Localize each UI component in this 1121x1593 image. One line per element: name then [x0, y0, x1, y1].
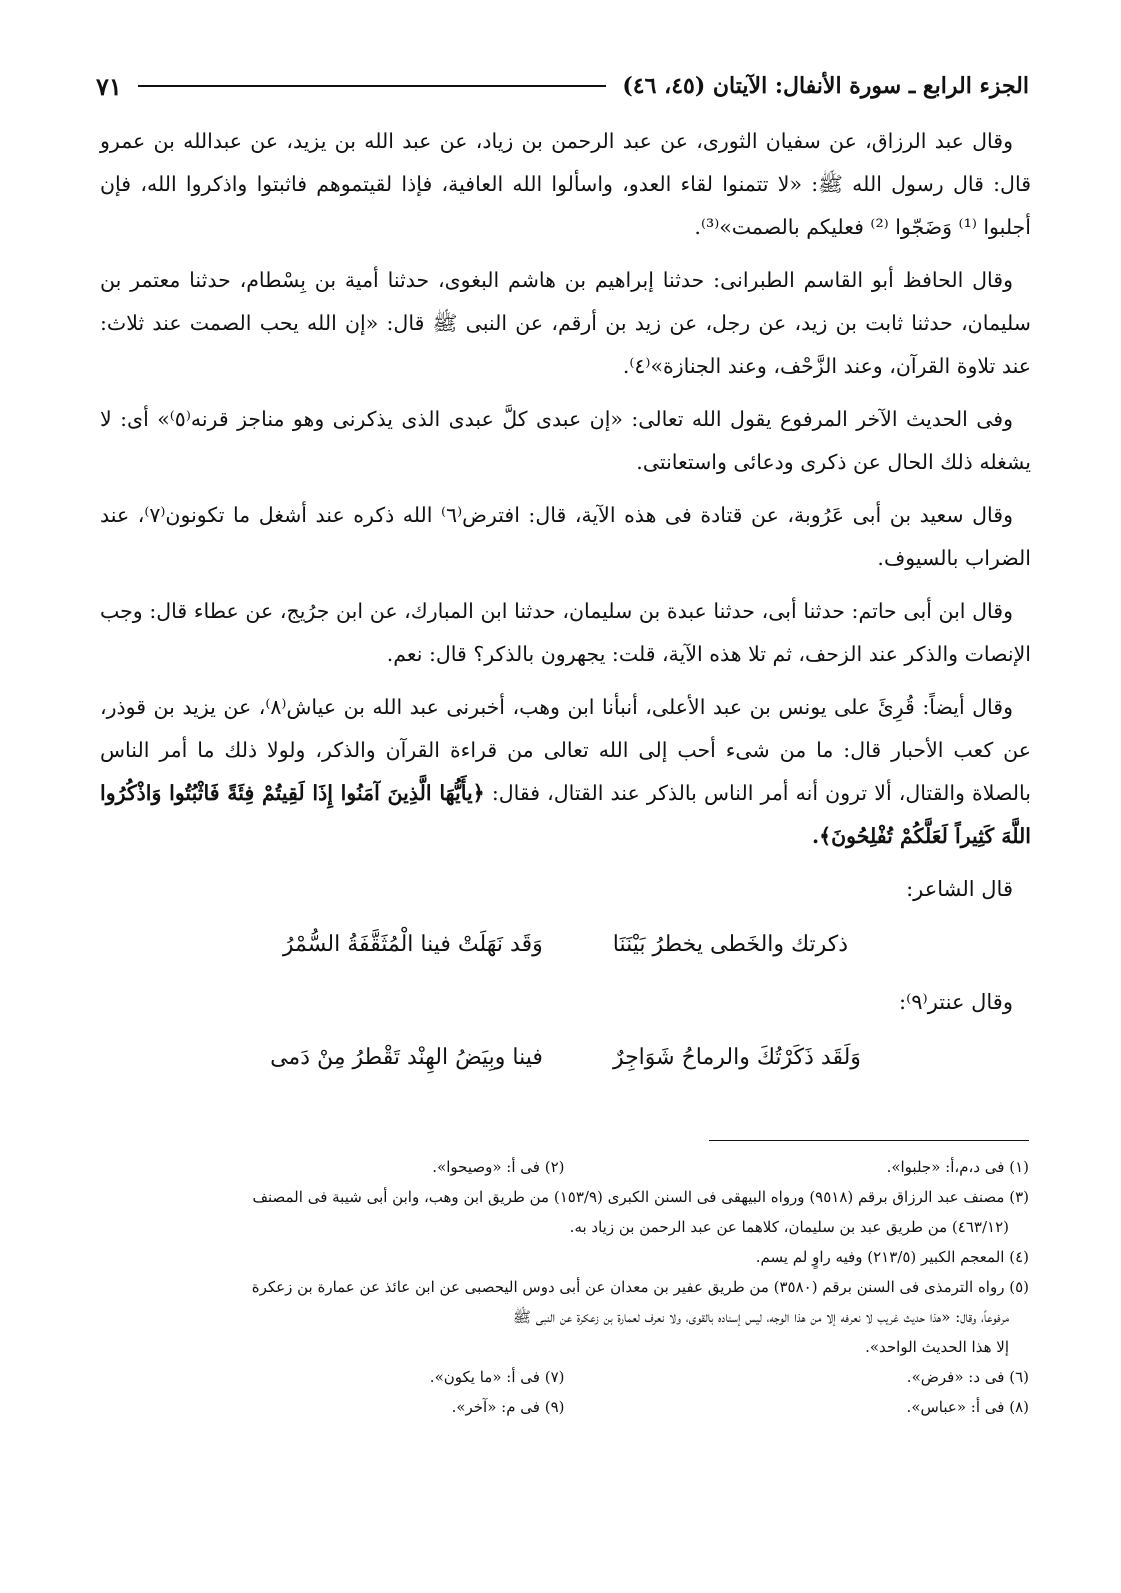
running-title: الجزء الرابع ـ سورة الأنفال: الآيتان (٤٥، ٤٦) — [622, 73, 1029, 99]
footnote-7: (٧) فى أ: «ما يكون». — [429, 1368, 565, 1386]
paragraph-4: وقال سعيد بن أبى عَرُوبة، عن قتادة فى هذه الآية، قال: افترض⁽٦⁾ الله ذكره عند أشغل ما تكونون⁽٧⁾، عند الضراب بالسيوف. — [100, 503, 1031, 570]
footnote-3-cont: (٤٦٣/١٢) من طريق عبد بن سليمان، كلاهما عن عبد الرحمن بن زياد به. — [569, 1218, 1009, 1236]
verse-1-hemistich-2: وَقَد نَهَلَتْ فينا الْمُثَقَّفَةُ السُّمْرُ — [282, 932, 543, 957]
footnotes — [100, 1152, 1029, 1422]
poet-label-2: وقال عنتر⁽٩⁾: — [899, 990, 1013, 1014]
footnote-3: (٣) مصنف عبد الرزاق برقم (٩٥١٨) ورواه البيهقى فى السنن الكبرى (١٥٣/٩) من طريق ابن وهب، وابن أبى شيبة فى المصنف — [252, 1188, 1029, 1206]
verse-2-hemistich-1: وَلَقَد ذَكَرْتُكَ والرماحُ شَوَاجِرٌ — [612, 1045, 861, 1070]
page-header — [96, 66, 1029, 106]
footnote-row — [100, 1392, 1029, 1422]
paragraph-1: وقال عبد الرزاق، عن سفيان الثورى، عن عبد الرحمن بن زياد، عن عبد الله بن يزيد، عن عبدالله بن عمرو قال: قال رسول الله ﷺ: «لا تتمنوا لقاء العدو، واسألوا الله العافية، فإذا لقيتموهم فاثبتوا واذكروا الله، فإن أجلبوا ⁽¹⁾ وَضَجّوا ⁽²⁾ فعليكم بالصمت»⁽³⁾. — [100, 129, 1031, 239]
poetry-verse-2 — [100, 1034, 1031, 1082]
footnote-5-cont: مرفوعاً، وقال: «هذا حديث غريب لا نعرفه إلا من هذا الوجه، ليس إسناده بالقوى، ولا نعرف لعمارة بن زعكرة عن النبى ﷺ — [512, 1308, 1009, 1326]
footnote-6: (٦) فى د: «فرض». — [906, 1368, 1029, 1386]
footnote-1: (١) فى د،م،أ: «جلبوا». — [886, 1158, 1029, 1176]
footnote-5-end: إلا هذا الحديث الواحد». — [865, 1338, 1009, 1356]
footnote-2: (٢) فى أ: «وصيحوا». — [432, 1158, 565, 1176]
footnote-rule — [709, 1140, 1029, 1141]
paragraph-6-text: وقال أيضاً: قُرِئَ على يونس بن عبد الأعلى، أنبأنا ابن وهب، أخبرنى عبد الله بن عياش⁽٨⁾، عن يزيد بن قوذر، عن كعب الأحبار قال: ما من شىء أحب إلى الله تعالى من قراءة القرآن والذكر، ولولا ذلك ما أمر الناس بالصلاة والقتال، ألا ترون أنه أمر الناس بالذكر عند القتال، فقال: — [100, 695, 1031, 805]
footnote-row — [100, 1362, 1029, 1392]
footnote-9: (٩) فى م: «آخر». — [451, 1398, 565, 1416]
header-rule — [138, 85, 607, 87]
paragraph-5: وقال ابن أبى حاتم: حدثنا أبى، حدثنا عبدة بن سليمان، حدثنا ابن المبارك، عن ابن جرُيج، عن عطاء قال: وجب الإنصات والذكر عند الزحف، ثم تلا هذه الآية، قلت: يجهرون بالذكر؟ قال: نعم. — [100, 599, 1031, 666]
poetry-verse-1 — [100, 921, 1031, 969]
paragraph-6 — [100, 686, 1031, 858]
paragraph-3: وفى الحديث الآخر المرفوع يقول الله تعالى: «إن عبدى كلَّ عبدى الذى يذكرنى وهو مناجز قرنه⁽٥⁾» أى: لا يشغله ذلك الحال عن ذكرى ودعائى واستعانتى. — [100, 407, 1031, 474]
footnote-4: (٤) المعجم الكبير (٢١٣/٥) وفيه راوٍ لم يسم. — [755, 1248, 1029, 1266]
footnote-8: (٨) فى أ: «عباس». — [906, 1398, 1029, 1416]
footnote-row — [100, 1152, 1029, 1182]
verse-1-hemistich-1: ذكرتك والخَطى يخطرُ بَيْنَنَا — [612, 932, 849, 957]
footnote-5: (٥) رواه الترمذى فى السنن برقم (٣٥٨٠) من طريق عفير بن معدان عن أبى دوس اليحصبى عن ابن عائذ عن عمارة بن زعكرة — [251, 1278, 1029, 1296]
verse-2-hemistich-2: فينا وبِيَضُ الهِنْد تَقْطرُ مِنْ دَمى — [270, 1045, 543, 1070]
main-text — [100, 120, 1031, 1094]
page-number: ٧١ — [96, 71, 122, 101]
paragraph-2: وقال الحافظ أبو القاسم الطبرانى: حدثنا إبراهيم بن هاشم البغوى، حدثنا أمية بن بِسْطام، حدثنا معتمر بن سليمان، حدثنا ثابت بن زيد، عن رجل، عن زيد بن أرقم، عن النبى ﷺ قال: «إن الله يحب الصمت عند ثلاث: عند تلاوة القرآن، وعند الزَّحْف، وعند الجنازة»⁽٤⁾. — [100, 268, 1031, 378]
poet-label-1: قال الشاعر: — [906, 877, 1013, 901]
quran-verse: ﴿يأَيُّهَا الَّذِينَ آمَنُوا إِذَا لَقِيتُمْ فِئَةً فَاثْبُتُوا وَاذْكُرُوا اللَّهَ كَثِيراً لَعَلَّكُمْ تُفْلِحُونَ﴾. — [100, 781, 1031, 848]
